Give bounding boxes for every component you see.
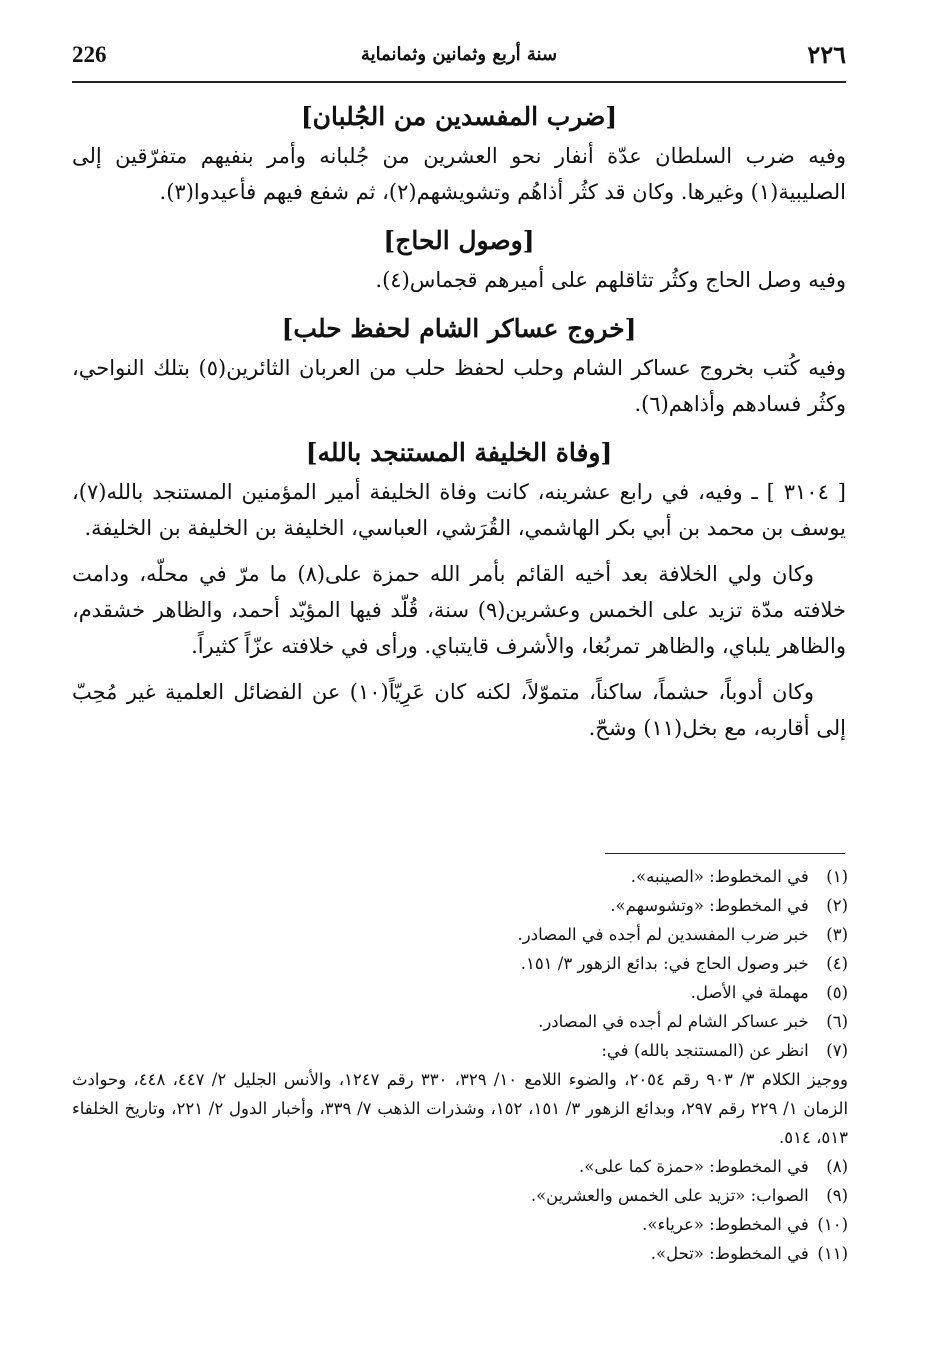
running-title: سنة أربع وثمانين وثمانماية	[360, 44, 558, 65]
section-heading: [وفاة الخليفة المستنجد بالله]	[305, 438, 613, 467]
footnote	[72, 1239, 848, 1268]
footnote	[72, 1152, 848, 1181]
footnote	[72, 1181, 848, 1210]
section-heading: [خروج عساكر الشام لحفظ حلب]	[281, 314, 637, 343]
paragraph: [ ٣١٠٤ ] ـ وفيه، في رابع عشرينه، كانت وفاة الخليفة أمير المؤمنين المستنجد بالله(٧)، يوسف بن محمد بن أبي بكر الهاشمي، القُرَشي، العباسي، الخليفة بن الخليفة بن الخليفة.	[72, 480, 846, 540]
paragraph: وفيه وصل الحاج وكثُر تثاقلهم على أميرهم قجماس(٤).	[375, 268, 846, 292]
footnote	[72, 920, 848, 949]
footnote-number: (١٠)	[817, 1215, 848, 1234]
footnote-text: في المخطوط: «تحل».	[650, 1244, 809, 1263]
footnote-text: في المخطوط: «عرياء».	[642, 1215, 809, 1234]
footnote-number: (٦)	[826, 1012, 848, 1031]
main-text	[72, 96, 846, 756]
footnote-text: في المخطوط: «الصينبه».	[630, 867, 809, 886]
paragraph: وفيه ضرب السلطان عدّة أنفار نحو العشرين من جُلبانه وأمر بنفيهم متفرّقين إلى الصليبية(١) وغيرها. وكان قد كثُر أذاهُم وتشويشهم(٢)، ثم شفع فيهم فأعيدوا(٣).	[72, 144, 846, 204]
footnote-text: مهملة في الأصل.	[690, 983, 809, 1002]
footnotes	[72, 862, 848, 1268]
footnote-text: خبر عساكر الشام لم أجده في المصادر.	[538, 1012, 809, 1031]
footnote-number: (٢)	[826, 896, 848, 915]
footnote-number: (١)	[826, 867, 848, 886]
page-number-latin: 226	[72, 42, 107, 67]
footnote-text: خبر وصول الحاج في: بدائع الزهور ٣/ ١٥١.	[520, 954, 809, 973]
footnote-text: انظر عن (المستنجد بالله) في:	[601, 1041, 809, 1060]
section-heading: [ضرب المفسدين من الجُلبان]	[300, 102, 618, 131]
footnote	[72, 1210, 848, 1239]
footnote	[72, 978, 848, 1007]
footnote-text: في المخطوط: «وتشوسهم».	[610, 896, 809, 915]
footnote	[72, 891, 848, 920]
footnote	[72, 949, 848, 978]
footnote-text: في المخطوط: «حمزة كما على».	[579, 1157, 809, 1176]
footnote-continuation: ووجيز الكلام ٣/ ٩٠٣ رقم ٢٠٥٤، والضوء اللامع ١٠/ ٣٢٩، ٣٣٠ رقم ١٢٤٧، والأنس الجليل ٢/ ٤٤٧، ٤٤٨، وحوادث الزمان ١/ ٢٢٩ رقم ٢٩٧، وبدائع الزهور ٣/ ١٥١، ١٥٢، وشذرات الذهب ٧/ ٣٣٩، وأخبار الدول ٢/ ٢٢١، وتاريخ الخلفاء ٥١٣، ٥١٤.	[72, 1070, 849, 1147]
footnote-number: (١١)	[817, 1244, 848, 1263]
paragraph: وكان أدوباً، حشماً، ساكناً، متموّلاً، لكنه كان عَرِيّاً(١٠) عن الفضائل العلمية غير مُحِبّ إلى أقاربه، مع بخل(١١) وشحّ.	[72, 680, 846, 740]
page-number-arabic: ٢٢٦	[807, 40, 846, 69]
footnote-rule	[605, 853, 845, 854]
paragraph: وكان ولي الخلافة بعد أخيه القائم بأمر الله حمزة على(٨) ما مرّ في محلّه، ودامت خلافته مدّة تزيد على الخمس وعشرين(٩) سنة، قُلّد فيها المؤيّد أحمد، والظاهر خشقدم، والظاهر يلباي، والظاهر تمربُغا، والأشرف قايتباي. ورأى في خلافته عزّاً كثيراً.	[72, 562, 846, 658]
footnote-number: (٩)	[826, 1186, 848, 1205]
paragraph: وفيه كُتب بخروج عساكر الشام وحلب لحفظ حلب من العربان الثائرين(٥) بتلك النواحي، وكثُر فسادهم وأذاهم(٦).	[72, 356, 846, 416]
footnote-number: (٥)	[826, 983, 848, 1002]
section-heading: [وصول الحاج]	[383, 226, 535, 255]
page-header	[72, 40, 846, 80]
header-rule	[72, 81, 846, 83]
footnote-text: الصواب: «تزيد على الخمس والعشرين».	[530, 1186, 809, 1205]
footnote-text: خبر ضرب المفسدين لم أجده في المصادر.	[517, 925, 809, 944]
footnote-number: (٣)	[826, 925, 848, 944]
footnote	[72, 862, 848, 891]
footnote	[72, 1036, 848, 1065]
footnote-number: (٨)	[826, 1157, 848, 1176]
footnote	[72, 1007, 848, 1036]
footnote-number: (٧)	[826, 1041, 848, 1060]
footnote-number: (٤)	[826, 954, 848, 973]
